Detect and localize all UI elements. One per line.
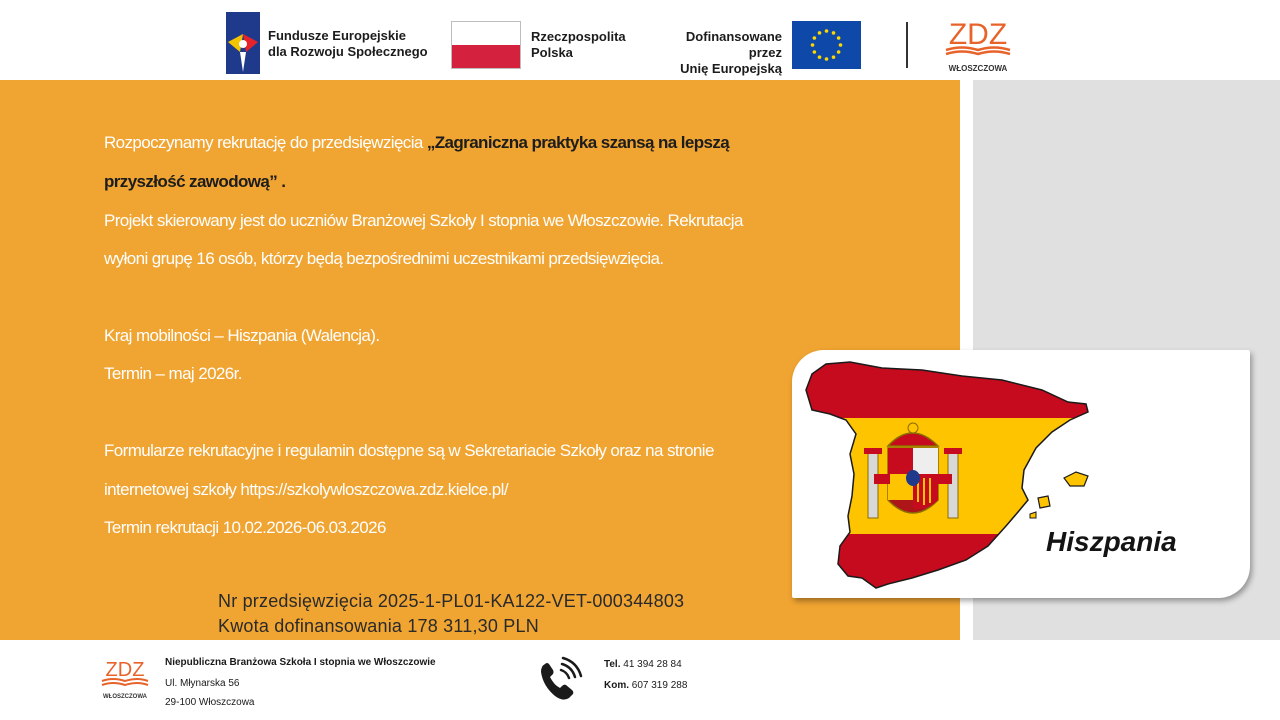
mobility-country: Kraj mobilności – Hiszpania (Walencja). xyxy=(104,326,380,345)
eu-star-icon xyxy=(825,29,829,33)
svg-text:WŁOSZCZOWA: WŁOSZCZOWA xyxy=(103,694,147,700)
svg-text:WŁOSZCZOWA: WŁOSZCZOWA xyxy=(948,64,1008,73)
project-number: Nr przedsięwzięcia 2025-1-PL01-KA122-VET-000344803 xyxy=(218,591,685,611)
school-name: Niepubliczna Branżowa Szkoła I stopnia we Włoszczowie xyxy=(165,657,436,668)
eu-star-icon xyxy=(818,31,822,35)
eu-star-icon xyxy=(813,50,817,54)
funding-amount: Kwota dofinansowania 178 311,30 PLN xyxy=(218,616,539,636)
address-street: Ul. Młynarska 56 xyxy=(165,678,240,689)
eu-star-icon xyxy=(837,50,841,54)
eu-star-icon xyxy=(839,43,843,47)
ue-line2: Unię Europejską xyxy=(680,61,782,76)
rp-line1: Rzeczpospolita xyxy=(531,29,626,44)
forms-line1: Formularze rekrutacyjne i regulamin dostępne są w Sekretariacie Szkoły oraz na stronie xyxy=(104,441,714,460)
svg-text:ZDZ: ZDZ xyxy=(105,659,145,681)
eu-star-icon xyxy=(837,36,841,40)
recruitment-term: Termin rekrutacji 10.02.2026-06.03.2026 xyxy=(104,518,386,537)
poland-flag-icon xyxy=(451,21,521,69)
mobile-number xyxy=(604,680,687,691)
eu-cofunded-label xyxy=(651,29,782,77)
description-line1: Projekt skierowany jest do uczniów Branżowej Szkoły I stopnia we Włoszczowie. Rekrutacja xyxy=(104,211,743,230)
kom-value: 607 319 288 xyxy=(629,680,688,691)
forms-line2: internetowej szkoły https://szkolywloszczowa.zdz.kielce.pl/ xyxy=(104,480,508,499)
description-line2: wyłoni grupę 16 osób, którzy będą bezpośrednimi uczestnikami przedsięwzięcia. xyxy=(104,249,664,268)
fe-line2: dla Rozwoju Społecznego xyxy=(268,44,428,59)
project-title-part1: „Zagraniczna praktyka szansą na lepszą xyxy=(426,133,730,152)
intro-line1 xyxy=(104,133,729,153)
eu-star-icon xyxy=(825,57,829,61)
fundusze-europejskie-label xyxy=(268,28,428,60)
ue-line1: Dofinansowane przez xyxy=(685,29,782,60)
eu-star-icon xyxy=(832,31,836,35)
intro-prefix: Rozpoczynamy rekrutację do przedsięwzięcia xyxy=(104,133,427,152)
project-title-part2: przyszłość zawodową” . xyxy=(104,172,286,191)
country-label: Hiszpania xyxy=(1046,526,1177,557)
tel-value: 41 394 28 84 xyxy=(620,659,682,670)
phone-number xyxy=(604,659,682,670)
address-city: 29-100 Włoszczowa xyxy=(165,697,255,708)
phone-icon xyxy=(535,656,583,704)
eu-star-icon xyxy=(818,55,822,59)
eu-star-icon xyxy=(813,36,817,40)
eu-flag-icon xyxy=(792,21,861,69)
header-separator xyxy=(906,22,908,68)
spain-map-icon xyxy=(792,350,1250,598)
kom-label: Kom. xyxy=(604,680,629,691)
zdz-footer-logo-icon xyxy=(98,656,152,702)
intro-line2 xyxy=(104,172,285,192)
spain-map-card xyxy=(792,350,1250,598)
zdz-logo-icon xyxy=(936,12,1020,74)
fe-line1: Fundusze Europejskie xyxy=(268,28,406,43)
rp-line2: Polska xyxy=(531,45,573,60)
header-logo-bar xyxy=(0,0,1280,80)
rzeczpospolita-label xyxy=(531,29,626,61)
fundusze-europejskie-logo-icon xyxy=(226,12,260,74)
eu-star-icon xyxy=(832,55,836,59)
tel-label: Tel. xyxy=(604,659,621,670)
mobility-term: Termin – maj 2026r. xyxy=(104,364,242,383)
svg-text:ZDZ: ZDZ xyxy=(948,18,1008,51)
eu-star-icon xyxy=(811,43,815,47)
